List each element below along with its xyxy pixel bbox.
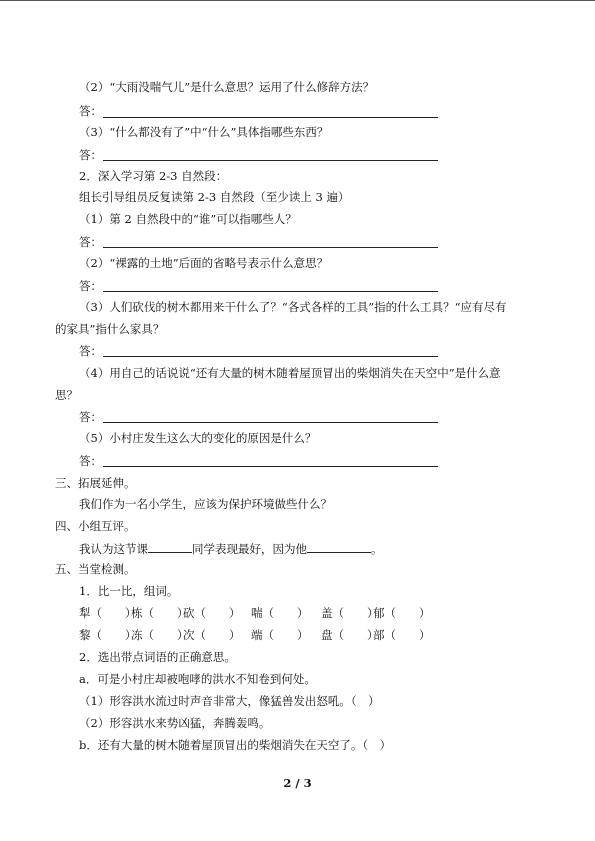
answer-line[interactable] <box>103 160 438 161</box>
page-top-border <box>0 0 595 1</box>
section-2-title: 2．深入学习第 2-3 自然段： <box>79 169 228 183</box>
part-5-question-1: 1．比一比，组词。 <box>79 584 179 598</box>
question-2-3: （3）“什么都没有了”中“什么”具体指哪些东西？ <box>79 125 329 139</box>
section-2-question-4-line-2: 思？ <box>55 388 78 402</box>
peer-review-text-b: 同学表现最好，因为他 <box>192 542 307 556</box>
section-2-question-3-line-1: （3）人们砍伐的树木都用来干什么了？“各式各样的工具”指的什么工具？“应有尽有 <box>79 300 507 314</box>
section-2-question-2: （2）“裸露的土地”后面的省略号表示什么意思？ <box>79 256 329 270</box>
compare-item[interactable]: 砍（ ） <box>183 606 241 620</box>
answer-label: 答： <box>79 454 102 468</box>
page-number: 2 / 3 <box>283 776 312 790</box>
option-a-1[interactable]: （1）形容洪水流过时声音非常大，像猛兽发出怒吼。（ ） <box>79 694 380 708</box>
part-5-title: 五、当堂检测。 <box>55 562 136 576</box>
peer-review-text-c: 。 <box>371 542 383 556</box>
part-5-question-2: 2．选出带点词语的正确意思。 <box>79 650 236 664</box>
section-2-intro: 组长引导组员反复读第 2-3 自然段（至少读上 3 遍） <box>79 190 350 204</box>
answer-line[interactable] <box>103 117 438 118</box>
part-3-title: 三、拓展延伸。 <box>55 476 136 490</box>
answer-line[interactable] <box>103 247 438 248</box>
compare-item[interactable]: 冻（ ） <box>131 628 189 642</box>
peer-review-sentence <box>79 541 383 556</box>
answer-line[interactable] <box>103 291 438 292</box>
answer-label: 答： <box>79 148 102 162</box>
compare-item[interactable]: 次（ ） <box>183 628 241 642</box>
part-4-title: 四、小组互评。 <box>55 519 136 533</box>
compare-item[interactable]: 郁（ ） <box>373 606 431 620</box>
part-3-question: 我们作为一名小学生，应该为保护环境做些什么？ <box>79 497 332 511</box>
section-2-question-5: （5）小村庄发生这么大的变化的原因是什么？ <box>79 431 317 445</box>
peer-review-blank-reason[interactable] <box>307 541 371 553</box>
answer-label: 答： <box>79 235 102 249</box>
sentence-b[interactable]: b．还有大量的树木随着屋顶冒出的柴烟消失在天空了。（ ） <box>79 738 392 752</box>
answer-line[interactable] <box>103 356 438 357</box>
question-2-2: （2）“大雨没喘气儿”是什么意思？运用了什么修辞方法？ <box>79 80 375 94</box>
peer-review-text-a: 我认为这节课 <box>79 542 148 556</box>
compare-item[interactable]: 黎（ ） <box>79 628 137 642</box>
answer-label: 答： <box>79 344 102 358</box>
compare-item[interactable]: 栋（ ） <box>131 606 189 620</box>
answer-line[interactable] <box>103 466 438 467</box>
compare-item[interactable]: 端（ ） <box>251 628 309 642</box>
answer-label: 答： <box>79 410 102 424</box>
section-2-question-1: （1）第 2 自然段中的“谁”可以指哪些人？ <box>79 212 297 226</box>
peer-review-blank-name[interactable] <box>148 541 192 553</box>
compare-item[interactable]: 犁（ ） <box>79 606 137 620</box>
section-2-question-3-line-2: 的家具”指什么家具？ <box>55 322 165 336</box>
compare-item[interactable]: 喘（ ） <box>251 606 309 620</box>
answer-label: 答： <box>79 104 102 118</box>
answer-line[interactable] <box>103 422 438 423</box>
compare-item[interactable]: 盖（ ） <box>321 606 379 620</box>
compare-item[interactable]: 部（ ） <box>373 628 431 642</box>
sentence-a: a．可是小村庄却被咆哮的洪水不知卷到何处。 <box>79 672 316 686</box>
answer-label: 答： <box>79 279 102 293</box>
section-2-question-4-line-1: （4）用自己的话说说“还有大量的树木随着屋顶冒出的柴烟消失在天空中”是什么意 <box>79 366 501 380</box>
option-a-2[interactable]: （2）形容洪水来势凶猛，奔腾轰鸣。 <box>79 716 271 730</box>
compare-item[interactable]: 盘（ ） <box>321 628 379 642</box>
